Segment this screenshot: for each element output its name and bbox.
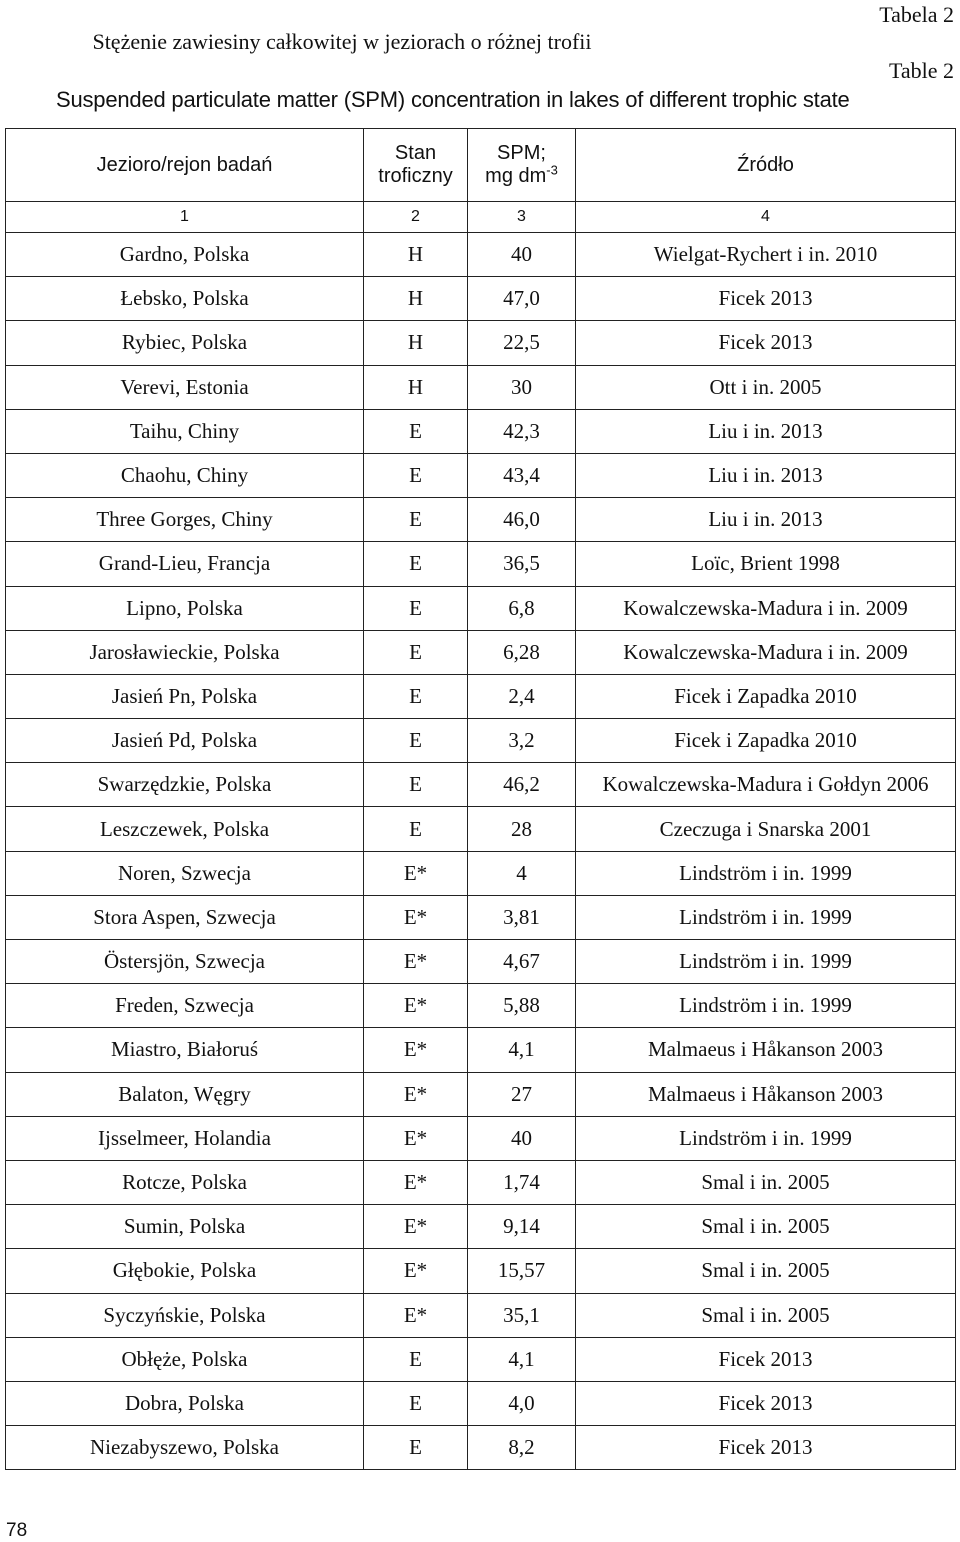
table-row [6, 365, 956, 409]
spm-table [5, 128, 956, 1470]
spm-value-cell: 4,67 [468, 940, 576, 984]
source-cell: Wielgat-Rychert i in. 2010 [576, 233, 956, 277]
source-cell: Lindström i in. 1999 [576, 851, 956, 895]
lake-cell: Jasień Pn, Polska [6, 674, 364, 718]
table-row [6, 498, 956, 542]
source-cell: Smal i in. 2005 [576, 1205, 956, 1249]
trophic-state-cell: E* [364, 851, 468, 895]
table-row [6, 807, 956, 851]
table-row [6, 719, 956, 763]
trophic-state-cell: E* [364, 1205, 468, 1249]
trophic-header-line1: Stan [394, 142, 437, 164]
table-row [6, 409, 956, 453]
spm-value-cell: 4,1 [468, 1337, 576, 1381]
source-cell: Lindström i in. 1999 [576, 895, 956, 939]
trophic-state-cell: E* [364, 1116, 468, 1160]
column-header-lake: Jezioro/rejon badań [6, 129, 364, 202]
spm-value-cell: 22,5 [468, 321, 576, 365]
spm-value-cell: 36,5 [468, 542, 576, 586]
source-cell: Ficek i Zapadka 2010 [576, 674, 956, 718]
column-number: 2 [364, 202, 468, 233]
table-row [6, 1337, 956, 1381]
source-cell: Ficek 2013 [576, 1337, 956, 1381]
trophic-state-cell: H [364, 277, 468, 321]
table-row [6, 1293, 956, 1337]
trophic-state-cell: E* [364, 1072, 468, 1116]
lake-cell: Łebsko, Polska [6, 277, 364, 321]
spm-value-cell: 2,4 [468, 674, 576, 718]
spm-value-cell: 3,81 [468, 895, 576, 939]
trophic-state-cell: E* [364, 940, 468, 984]
column-number: 1 [6, 202, 364, 233]
table-label-pl: Tabela 2 [879, 2, 954, 27]
column-header-spm [468, 129, 576, 202]
lake-cell: Rotcze, Polska [6, 1160, 364, 1204]
trophic-state-cell: E* [364, 1160, 468, 1204]
spm-value-cell: 4,1 [468, 1028, 576, 1072]
source-cell: Kowalczewska-Madura i Gołdyn 2006 [576, 763, 956, 807]
table-row [6, 851, 956, 895]
source-cell: Kowalczewska-Madura i in. 2009 [576, 586, 956, 630]
source-cell: Lindström i in. 1999 [576, 940, 956, 984]
trophic-state-cell: E [364, 630, 468, 674]
column-header-trophic-state [364, 129, 468, 202]
lake-cell: Miastro, Białoruś [6, 1028, 364, 1072]
spm-value-cell: 28 [468, 807, 576, 851]
source-cell: Liu i in. 2013 [576, 409, 956, 453]
lake-cell: Sumin, Polska [6, 1205, 364, 1249]
source-cell: Liu i in. 2013 [576, 453, 956, 497]
spm-value-cell: 47,0 [468, 277, 576, 321]
trophic-state-cell: H [364, 321, 468, 365]
table-body [6, 233, 956, 1470]
lake-cell: Jarosławieckie, Polska [6, 630, 364, 674]
source-cell: Ficek 2013 [576, 1381, 956, 1425]
source-cell: Malmaeus i Håkanson 2003 [576, 1028, 956, 1072]
lake-cell: Grand-Lieu, Francja [6, 542, 364, 586]
table-row [6, 1028, 956, 1072]
table-label-en: Table 2 [888, 58, 954, 83]
lake-cell: Syczyńskie, Polska [6, 1293, 364, 1337]
table-row [6, 1426, 956, 1470]
lake-cell: Freden, Szwecja [6, 984, 364, 1028]
source-cell: Ficek i Zapadka 2010 [576, 719, 956, 763]
table-row [6, 321, 956, 365]
lake-cell: Obłęże, Polska [6, 1337, 364, 1381]
trophic-state-cell: E* [364, 984, 468, 1028]
page-number: 78 [6, 1520, 28, 1541]
lake-cell: Balaton, Węgry [6, 1072, 364, 1116]
source-cell: Ficek 2013 [576, 277, 956, 321]
trophic-state-cell: E [364, 498, 468, 542]
trophic-state-cell: E [364, 719, 468, 763]
spm-value-cell: 6,28 [468, 630, 576, 674]
source-cell: Lindström i in. 1999 [576, 984, 956, 1028]
spm-header-line1: SPM; [497, 142, 546, 164]
spm-value-cell: 30 [468, 365, 576, 409]
trophic-state-cell: H [364, 233, 468, 277]
column-number-row [6, 202, 956, 233]
table-row [6, 453, 956, 497]
source-cell: Smal i in. 2005 [576, 1160, 956, 1204]
table-row [6, 984, 956, 1028]
lake-cell: Głębokie, Polska [6, 1249, 364, 1293]
table-row [6, 674, 956, 718]
lake-cell: Dobra, Polska [6, 1381, 364, 1425]
lake-cell: Lipno, Polska [6, 586, 364, 630]
lake-cell: Three Gorges, Chiny [6, 498, 364, 542]
lake-cell: Jasień Pd, Polska [6, 719, 364, 763]
lake-cell: Rybiec, Polska [6, 321, 364, 365]
spm-value-cell: 9,14 [468, 1205, 576, 1249]
spm-value-cell: 4,0 [468, 1381, 576, 1425]
table-row [6, 1249, 956, 1293]
source-cell: Lindström i in. 1999 [576, 1116, 956, 1160]
spm-value-cell: 27 [468, 1072, 576, 1116]
lake-cell: Chaohu, Chiny [6, 453, 364, 497]
spm-value-cell: 46,0 [468, 498, 576, 542]
table-row [6, 763, 956, 807]
column-number: 3 [468, 202, 576, 233]
spm-value-cell: 35,1 [468, 1293, 576, 1337]
lake-cell: Stora Aspen, Szwecja [6, 895, 364, 939]
spm-value-cell: 46,2 [468, 763, 576, 807]
spm-value-cell: 4 [468, 851, 576, 895]
trophic-state-cell: E [364, 763, 468, 807]
spm-value-cell: 43,4 [468, 453, 576, 497]
lake-cell: Taihu, Chiny [6, 409, 364, 453]
source-cell: Kowalczewska-Madura i in. 2009 [576, 630, 956, 674]
source-cell: Ficek 2013 [576, 1426, 956, 1470]
table-title-pl-text: Stężenie zawiesiny całkowitej w jeziorach o różnej trofii [92, 29, 592, 54]
table-row [6, 277, 956, 321]
table-title-en: Suspended particulate matter (SPM) concentration in lakes of different trophic state [56, 87, 850, 112]
trophic-state-cell: E* [364, 1293, 468, 1337]
table-row [6, 1116, 956, 1160]
trophic-state-cell: E* [364, 895, 468, 939]
table-row [6, 542, 956, 586]
table-row [6, 1381, 956, 1425]
trophic-state-cell: E [364, 1337, 468, 1381]
spm-header-line2 [468, 162, 575, 188]
source-cell: Smal i in. 2005 [576, 1249, 956, 1293]
table-row [6, 233, 956, 277]
spm-value-cell: 3,2 [468, 719, 576, 763]
table-row [6, 630, 956, 674]
lake-cell: Ijsselmeer, Holandia [6, 1116, 364, 1160]
spm-value-cell: 40 [468, 233, 576, 277]
lake-cell: Leszczewek, Polska [6, 807, 364, 851]
lake-cell: Verevi, Estonia [6, 365, 364, 409]
source-cell: Malmaeus i Håkanson 2003 [576, 1072, 956, 1116]
trophic-state-cell: E [364, 586, 468, 630]
source-cell: Ott i in. 2005 [576, 365, 956, 409]
column-number: 4 [576, 202, 956, 233]
source-cell: Czeczuga i Snarska 2001 [576, 807, 956, 851]
table-row [6, 895, 956, 939]
table-row [6, 1160, 956, 1204]
trophic-state-cell: E [364, 1381, 468, 1425]
spm-value-cell: 6,8 [468, 586, 576, 630]
lake-cell: Noren, Szwecja [6, 851, 364, 895]
spm-header-exponent: -3 [546, 162, 558, 178]
spm-value-cell: 42,3 [468, 409, 576, 453]
lake-cell: Swarzędzkie, Polska [6, 763, 364, 807]
lake-cell: Niezabyszewo, Polska [6, 1426, 364, 1470]
column-header-source: Źródło [576, 129, 956, 202]
table-row [6, 586, 956, 630]
table-row [6, 1205, 956, 1249]
trophic-state-cell: E* [364, 1028, 468, 1072]
trophic-state-cell: E* [364, 1249, 468, 1293]
trophic-state-cell: H [364, 365, 468, 409]
spm-value-cell: 1,74 [468, 1160, 576, 1204]
table-row [6, 940, 956, 984]
trophic-state-cell: E [364, 409, 468, 453]
source-cell: Liu i in. 2013 [576, 498, 956, 542]
table-row [6, 1072, 956, 1116]
source-cell: Smal i in. 2005 [576, 1293, 956, 1337]
spm-value-cell: 5,88 [468, 984, 576, 1028]
lake-cell: Gardno, Polska [6, 233, 364, 277]
header-row [6, 129, 956, 202]
spm-header-unit: mg dm [485, 165, 547, 187]
source-cell: Ficek 2013 [576, 321, 956, 365]
lake-cell: Östersjön, Szwecja [6, 940, 364, 984]
spm-value-cell: 40 [468, 1116, 576, 1160]
trophic-state-cell: E [364, 674, 468, 718]
source-cell: Loïc, Brient 1998 [576, 542, 956, 586]
spm-value-cell: 15,57 [468, 1249, 576, 1293]
trophic-state-cell: E [364, 542, 468, 586]
trophic-state-cell: E [364, 453, 468, 497]
spm-value-cell: 8,2 [468, 1426, 576, 1470]
trophic-state-cell: E [364, 1426, 468, 1470]
trophic-state-cell: E [364, 807, 468, 851]
table-title-pl [0, 29, 960, 55]
trophic-header-line2: troficzny [378, 165, 453, 187]
